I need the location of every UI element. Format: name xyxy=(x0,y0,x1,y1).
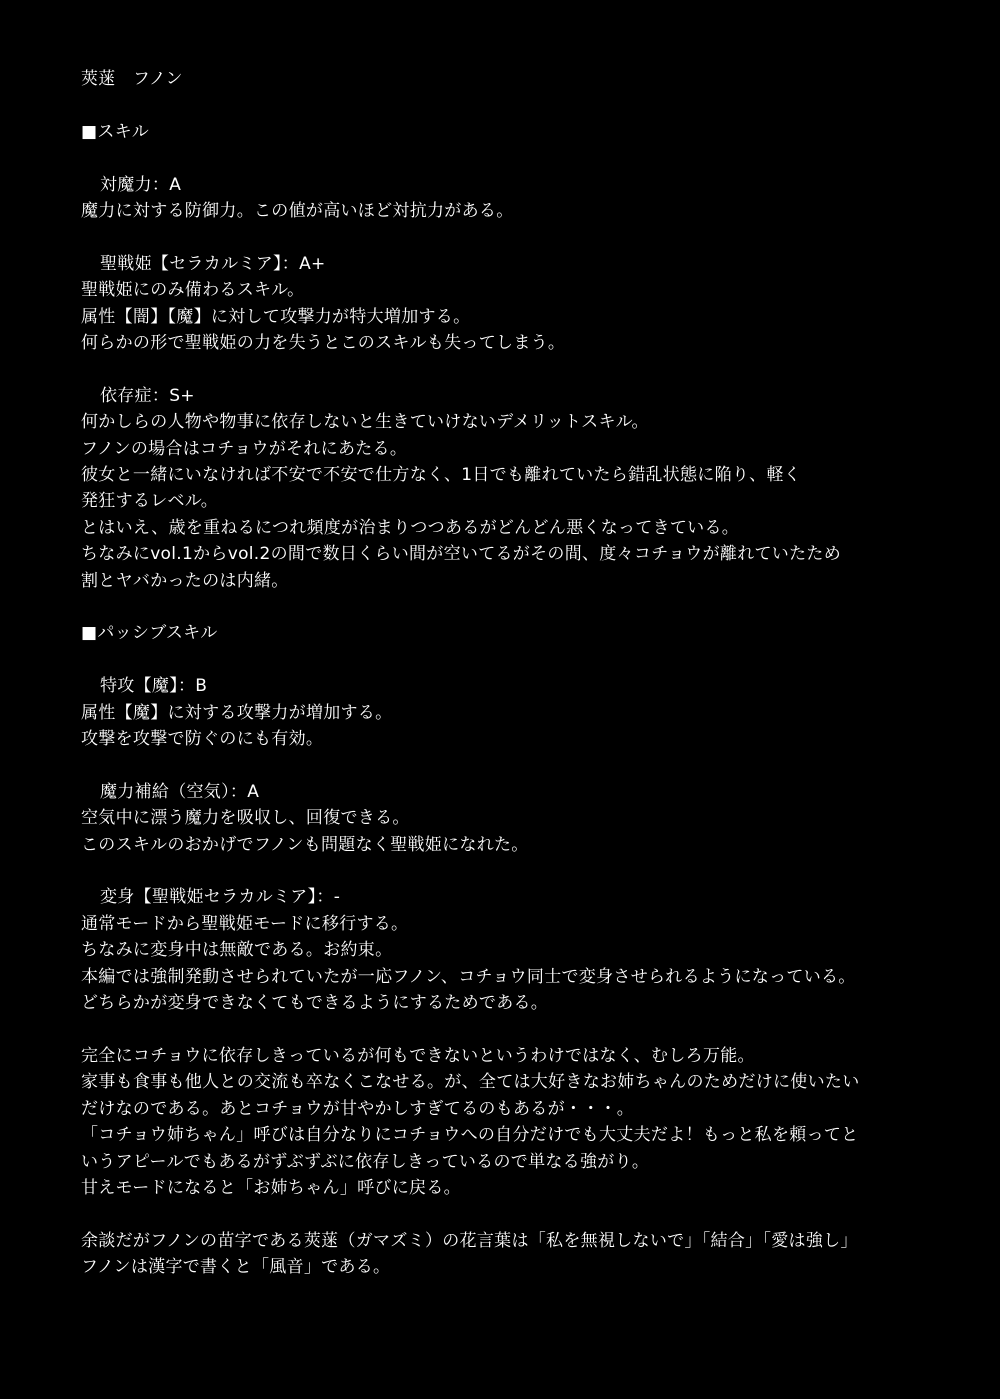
note-line: 家事も食事も他人との交流も卒なくこなせる。が、全ては大好きなお姉ちゃんのためだけに使いたい xyxy=(81,1072,860,1093)
note-line: 余談だがフノンの苗字である莢蒾（ガマズミ）の花言葉は「私を無視しないで」「結合」「愛は強し」 xyxy=(81,1230,858,1251)
skill-desc-line: どちらかが変身できなくてもできるようにするためである。 xyxy=(81,993,549,1014)
skill-desc-line: とはいえ、歳を重ねるにつれ頻度が治まりつつあるがどんどん悪くなってきている。 xyxy=(81,517,740,538)
note-paragraph xyxy=(81,1228,961,1281)
skill-desc-line: 属性【魔】に対する攻撃力が増加する。 xyxy=(81,702,393,723)
skill-name: 対魔力：A xyxy=(100,174,182,195)
skill-name: 変身【聖戦姫セラカルミア】：- xyxy=(100,887,341,908)
skill-block xyxy=(81,172,961,225)
skill-block xyxy=(81,884,961,1016)
skill-desc-line: 魔力に対する防御力。この値が高いほど対抗力がある。 xyxy=(81,201,514,221)
skill-block xyxy=(81,673,961,752)
skill-block xyxy=(81,251,961,357)
skill-desc-line: ちなみにvol.1からvol.2の間で数日くらい間が空いてるがその間、度々コチョウが離れていたため xyxy=(81,544,841,565)
note-line: 甘えモードになると「お姉ちゃん」呼びに戻る。 xyxy=(81,1177,461,1198)
skill-name: 特攻【魔】：B xyxy=(100,676,208,697)
skill-desc-line: 通常モードから聖戦姫モードに移行する。 xyxy=(81,913,409,934)
skill-name: 魔力補給（空気）：A xyxy=(100,781,260,802)
note-line: だけなのである。あとコチョウが甘やかしすぎてるのもあるが・・・。 xyxy=(81,1098,635,1119)
skill-desc-line: フノンの場合はコチョウがそれにあたる。 xyxy=(81,438,408,459)
note-line: 「コチョウ姉ちゃん」呼びは自分なりにコチョウへの自分だけでも大丈夫だよ！もっと私を頼ってと xyxy=(81,1125,859,1146)
skill-desc-line: このスキルのおかげでフノンも問題なく聖戦姫になれた。 xyxy=(81,834,529,855)
skills-heading: ■スキル xyxy=(81,121,150,142)
note-line: 完全にコチョウに依存しきっているが何もできないというわけではなく、むしろ万能。 xyxy=(81,1045,755,1066)
skill-desc-line: 空気中に漂う魔力を吸収し、回復できる。 xyxy=(81,808,410,829)
skill-desc-line: 何かしらの人物や物事に依存しないと生きていけないデメリットスキル。 xyxy=(81,412,649,433)
note-line: いうアピールでもあるがずぶずぶに依存しきっているので単なる強がり。 xyxy=(81,1151,650,1172)
skill-desc-line: 割とヤバかったのは内緒。 xyxy=(81,570,289,591)
note-paragraph xyxy=(81,1043,961,1201)
skill-desc-line: 発狂するレベル。 xyxy=(81,491,219,512)
skill-desc-line: 彼女と一緒にいなければ不安で不安で仕方なく、1日でも離れていたら錯乱状態に陥り、軽く xyxy=(81,465,802,486)
profile-document xyxy=(81,66,961,1281)
skill-block xyxy=(81,383,961,594)
character-title: 莢蒾 フノン xyxy=(81,69,183,89)
passive-skills-heading: ■パッシブスキル xyxy=(81,623,218,644)
skill-desc-line: 聖戦姫にのみ備わるスキル。 xyxy=(81,280,305,301)
skill-desc-line: 属性【闇】【魔】に対して攻撃力が特大増加する。 xyxy=(81,306,471,327)
skill-name: 聖戦姫【セラカルミア】：A+ xyxy=(100,253,326,274)
skill-desc-line: 本編では強制発動させられていたが一応フノン、コチョウ同士で変身させられるようになっている。 xyxy=(81,966,856,987)
skill-desc-line: 攻撃を攻撃で防ぐのにも有効。 xyxy=(81,729,324,750)
skill-desc-line: 何らかの形で聖戦姫の力を失うとこのスキルも失ってしまう。 xyxy=(81,333,566,354)
note-line: フノンは漢字で書くと「風音」である。 xyxy=(81,1257,391,1278)
skill-block xyxy=(81,779,961,858)
skill-desc-line: ちなみに変身中は無敵である。お約束。 xyxy=(81,940,393,961)
skill-name: 依存症：S+ xyxy=(100,385,195,406)
